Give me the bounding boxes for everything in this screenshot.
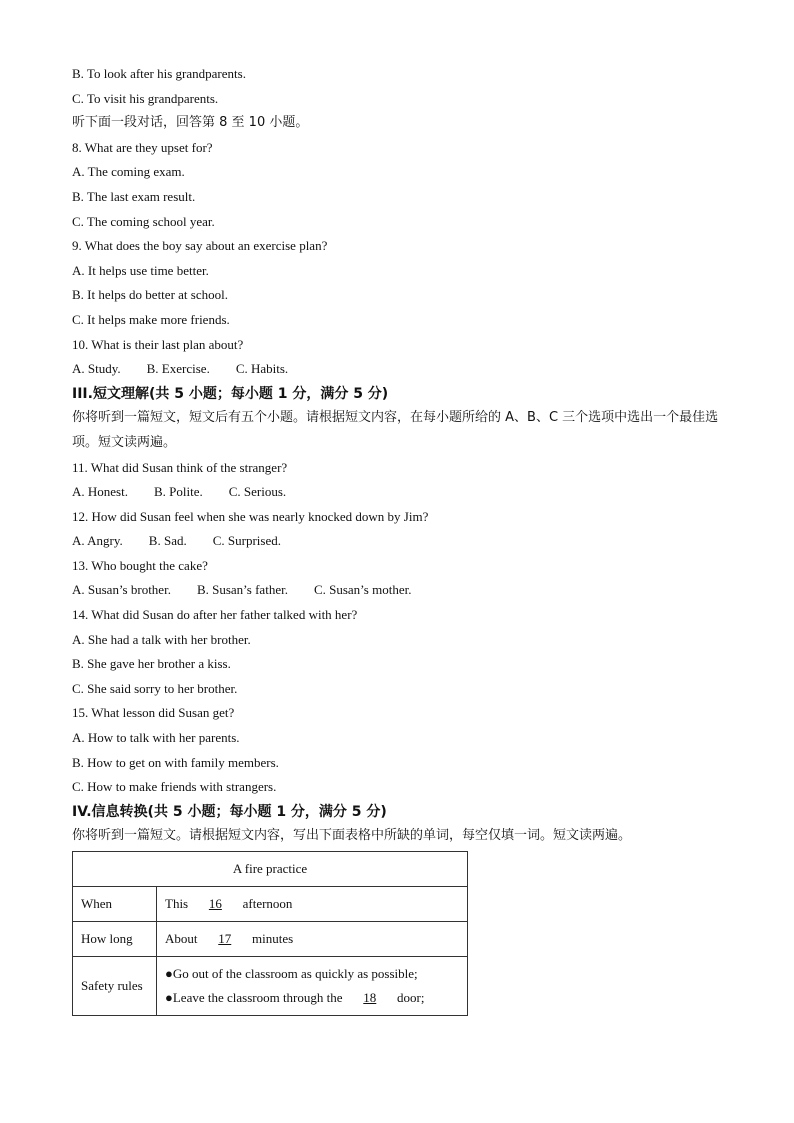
when-prefix: This [165, 896, 189, 911]
how-long-suffix: minutes [252, 931, 294, 946]
how-long-prefix: About [165, 931, 198, 946]
safety-rules-label: Safety rules [73, 957, 157, 1016]
option-13b: B. Susan’s father. [196, 582, 288, 598]
option-7b: B. To look after his grandparents. [72, 66, 246, 81]
options-13 [72, 578, 732, 603]
how-long-cell [157, 922, 468, 957]
option-10c: C. Habits. [235, 361, 289, 377]
option-15b: B. How to get on with family members. [72, 754, 279, 770]
exam-page [72, 62, 732, 1016]
blank-16: 16 [208, 896, 222, 911]
option-11c: C. Serious. [228, 484, 287, 500]
option-13c: C. Susan’s mother. [313, 582, 412, 598]
question-10: 10. What is their last plan about? [72, 336, 244, 352]
section-3-instructions: 你将听到一篇短文，短文后有五个小题。请根据短文内容，在每小题所给的 A、B、C 三个选项中选出一个最佳选项。短文读两遍。 [72, 410, 719, 450]
info-table [72, 851, 468, 1016]
question-14: 14. What did Susan do after her father talked with her? [72, 607, 358, 623]
question-8: 8. What are they upset for? [72, 139, 213, 155]
option-7c: C. To visit his grandparents. [72, 90, 219, 106]
rule-2-suffix: door; [397, 990, 425, 1005]
options-11 [72, 480, 732, 505]
option-11b: B. Polite. [153, 484, 203, 500]
option-9a: A. It helps use time better. [72, 262, 209, 278]
how-long-label: How long [73, 922, 157, 957]
option-8c: C. The coming school year. [72, 213, 215, 229]
safety-rules-cell [157, 957, 468, 1016]
option-9b: B. It helps do better at school. [72, 287, 228, 303]
blank-17: 17 [218, 931, 232, 946]
when-cell [157, 887, 468, 922]
option-8a: A. The coming exam. [72, 164, 185, 180]
question-11: 11. What did Susan think of the stranger? [72, 459, 288, 475]
rule-1: ●Go out of the classroom as quickly as possible; [165, 966, 418, 981]
when-label: When [73, 887, 157, 922]
dialogue-instruction: 听下面一段对话，回答第 8 至 10 小题。 [72, 115, 309, 131]
option-14a: A. She had a talk with her brother. [72, 631, 251, 647]
option-10b: B. Exercise. [146, 361, 210, 377]
options-10 [72, 357, 732, 382]
option-15a: A. How to talk with her parents. [72, 730, 240, 746]
option-14c: C. She said sorry to her brother. [72, 680, 238, 696]
options-12 [72, 529, 732, 554]
option-12c: C. Surprised. [212, 533, 281, 549]
option-15c: C. How to make friends with strangers. [72, 779, 277, 795]
rule-2-prefix: ●Leave the classroom through the [165, 990, 343, 1005]
option-14b: B. She gave her brother a kiss. [72, 656, 231, 672]
rule-2 [165, 986, 459, 1010]
option-9c: C. It helps make more friends. [72, 311, 230, 327]
table-row-how-long [73, 922, 468, 957]
option-12a: A. Angry. [72, 533, 123, 549]
section-4-heading: IV.信息转换(共 5 小题；每小题 1 分，满分 5 分) [72, 803, 387, 820]
table-row-safety-rules [73, 957, 468, 1016]
option-11a: A. Honest. [72, 484, 128, 500]
table-row-when [73, 887, 468, 922]
question-12: 12. How did Susan feel when she was nearly knocked down by Jim? [72, 508, 429, 524]
question-9: 9. What does the boy say about an exercise plan? [72, 238, 328, 254]
blank-18: 18 [363, 990, 377, 1005]
question-13: 13. Who bought the cake? [72, 557, 208, 573]
option-10a: A. Study. [72, 361, 121, 377]
option-13a: A. Susan’s brother. [72, 582, 171, 598]
table-title: A fire practice [73, 852, 468, 887]
option-12b: B. Sad. [148, 533, 187, 549]
section-4-instructions: 你将听到一篇短文。请根据短文内容，写出下面表格中所缺的单词，每空仅填一词。短文读两遍。 [72, 828, 632, 844]
section-3-heading: III.短文理解(共 5 小题；每小题 1 分，满分 5 分) [72, 385, 389, 402]
when-suffix: afternoon [242, 896, 293, 911]
option-8b: B. The last exam result. [72, 188, 196, 204]
question-15: 15. What lesson did Susan get? [72, 705, 235, 721]
